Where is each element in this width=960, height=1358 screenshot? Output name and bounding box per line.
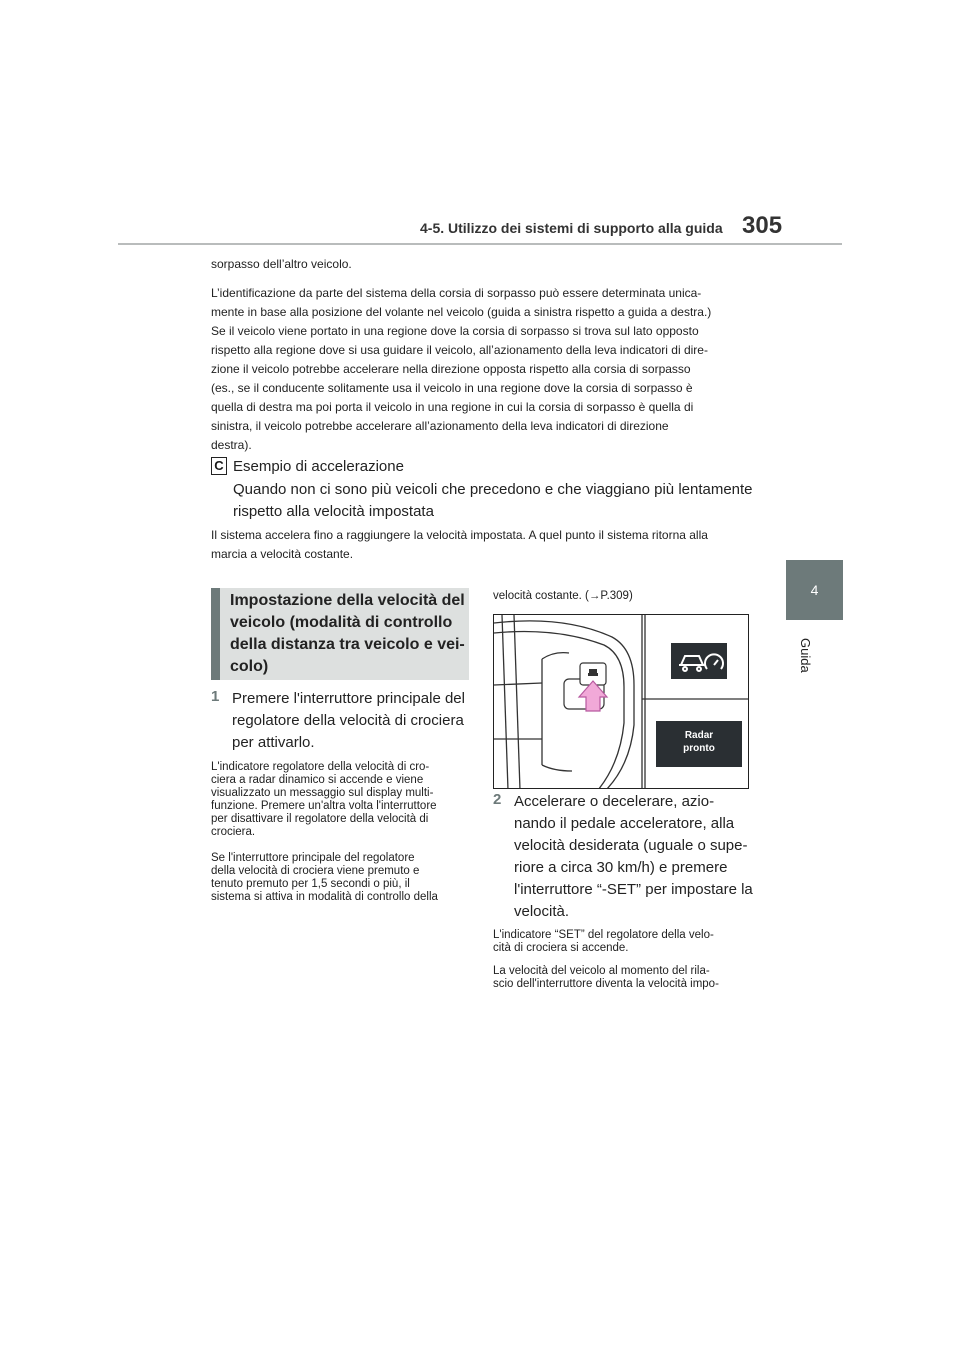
example-title: Esempio di accelerazione [233,458,404,475]
note-line: della velocità di crociera viene premuto e [211,865,420,877]
intro-line: rispetto alla regione dove si usa guidare il veicolo, all’azionamento della leva indicatori di dire- [211,343,708,357]
section-heading-line: della distanza tra veicolo e vei- [230,636,465,653]
step-2-line: velocità. [514,903,570,920]
example-desc-line: marcia a velocità costante. [211,547,354,561]
radar-ready-display [656,721,742,767]
step-1-line: Premere l'interruttore principale del [232,690,465,707]
example-subtitle-line: rispetto alla velocità impostata [233,503,434,520]
step-1-continued: velocità costante. (→P.309) [493,590,633,602]
example-letter-badge: C [211,457,227,475]
header-rule [118,243,842,245]
note-line: scio dell'interruttore diventa la velocità impo- [493,978,719,990]
section-heading-line: Impostazione della velocità del [230,592,465,609]
note-line: Se l'interruttore principale del regolatore [211,852,415,864]
example-subtitle [233,479,753,523]
step-2-note-2 [493,965,753,991]
note-line: per disattivare il regolatore della velocità di [211,813,429,825]
intro-line: destra). [211,438,252,452]
note-line: visualizzato un messaggio sul display multi- [211,787,434,799]
intro-paragraph [211,284,751,455]
note-line: L'indicatore regolatore della velocità di cro- [211,761,430,773]
step-1-text [232,688,472,754]
step-2-line: velocità desiderata (uguale o supe- [514,837,748,854]
example-description [211,526,751,564]
section-heading [230,590,470,678]
note-line: cità di crociera si accende. [493,942,629,954]
cruise-symbol-icon [588,669,598,676]
page-number: 305 [742,212,783,239]
step-2-note-1 [493,929,753,955]
step-1-note-1 [211,761,473,839]
note-line: L'indicatore “SET” del regolatore della velo- [493,929,714,941]
cruise-control-indicator-icon [671,643,727,679]
step-1-line: regolatore della velocità di crociera [232,712,464,729]
example-desc-line: Il sistema accelera fino a raggiungere la velocità impostata. A quel punto il sistema ritorna alla [211,528,708,542]
note-line: sistema si attiva in modalità di controllo della [211,891,438,903]
intro-line: zione il veicolo potrebbe accelerare nella direzione opposta rispetto alla corsia di sorpasso [211,362,691,376]
intro-line: sinistra, il veicolo potrebbe accelerare all’azionamento della leva indicatori di direzione [211,419,669,433]
note-line: ciera a radar dinamico si accende e viene [211,774,424,786]
chapter-tab-label [778,628,848,673]
intro-line: mente in base alla posizione del volante nel veicolo (guida a sinistra rispetto a guida a destra.) [211,305,712,319]
section-header: 4-5. Utilizzo dei sistemi di supporto alla guida [420,220,723,236]
display-line-2: pronto [683,743,715,754]
step-1-number: 1 [211,688,220,705]
step-1-note-2 [211,852,473,904]
intro-line: quella di destra ma poi porta il veicolo in una regione in cui la corsia di sorpasso è quella di [211,400,694,414]
step-2-line: Accelerare o decelerare, azio- [514,793,715,810]
step-2-line: riore a circa 30 km/h) e premere [514,859,728,876]
intro-line: Se il veicolo viene portato in una regione dove la corsia di sorpasso si trova sul lato opposto [211,324,699,338]
note-line: funzione. Premere un'altra volta l'interruttore [211,800,437,812]
note-line: crociera. [211,826,256,838]
note-line: La velocità del veicolo al momento del rila- [493,965,710,977]
example-subtitle-line: Quando non ci sono più veicoli che precedono e che viaggiano più lentamente [233,481,753,498]
chapter-tab: 4 [786,560,843,620]
display-line-1: Radar [684,730,714,741]
step-2-line: nando il pedale acceleratore, alla [514,815,735,832]
step-1-line: per attivarlo. [232,734,315,751]
step-2-number: 2 [493,791,502,808]
section-heading-line: colo) [230,658,269,675]
section-heading-box [211,588,469,680]
chapter-label-text: Guida [798,638,813,673]
note-line: tenuto premuto per 1,5 secondi o più, il [211,878,410,890]
car-speedometer-icon [671,643,727,679]
steering-switch-figure [493,614,749,789]
intro-line: L’identificazione da parte del sistema della corsia di sorpasso può essere determinata unica- [211,286,702,300]
step-2-line: l'interruttore “-SET” per impostare la [514,881,753,898]
continuation-text: sorpasso dell’altro veicolo. [211,257,352,271]
step-2-text [514,791,754,923]
section-heading-line: veicolo (modalità di controllo [230,614,453,631]
intro-line: (es., se il conducente solitamente usa il veicolo in una regione dove la corsia di sorpasso è [211,381,693,395]
